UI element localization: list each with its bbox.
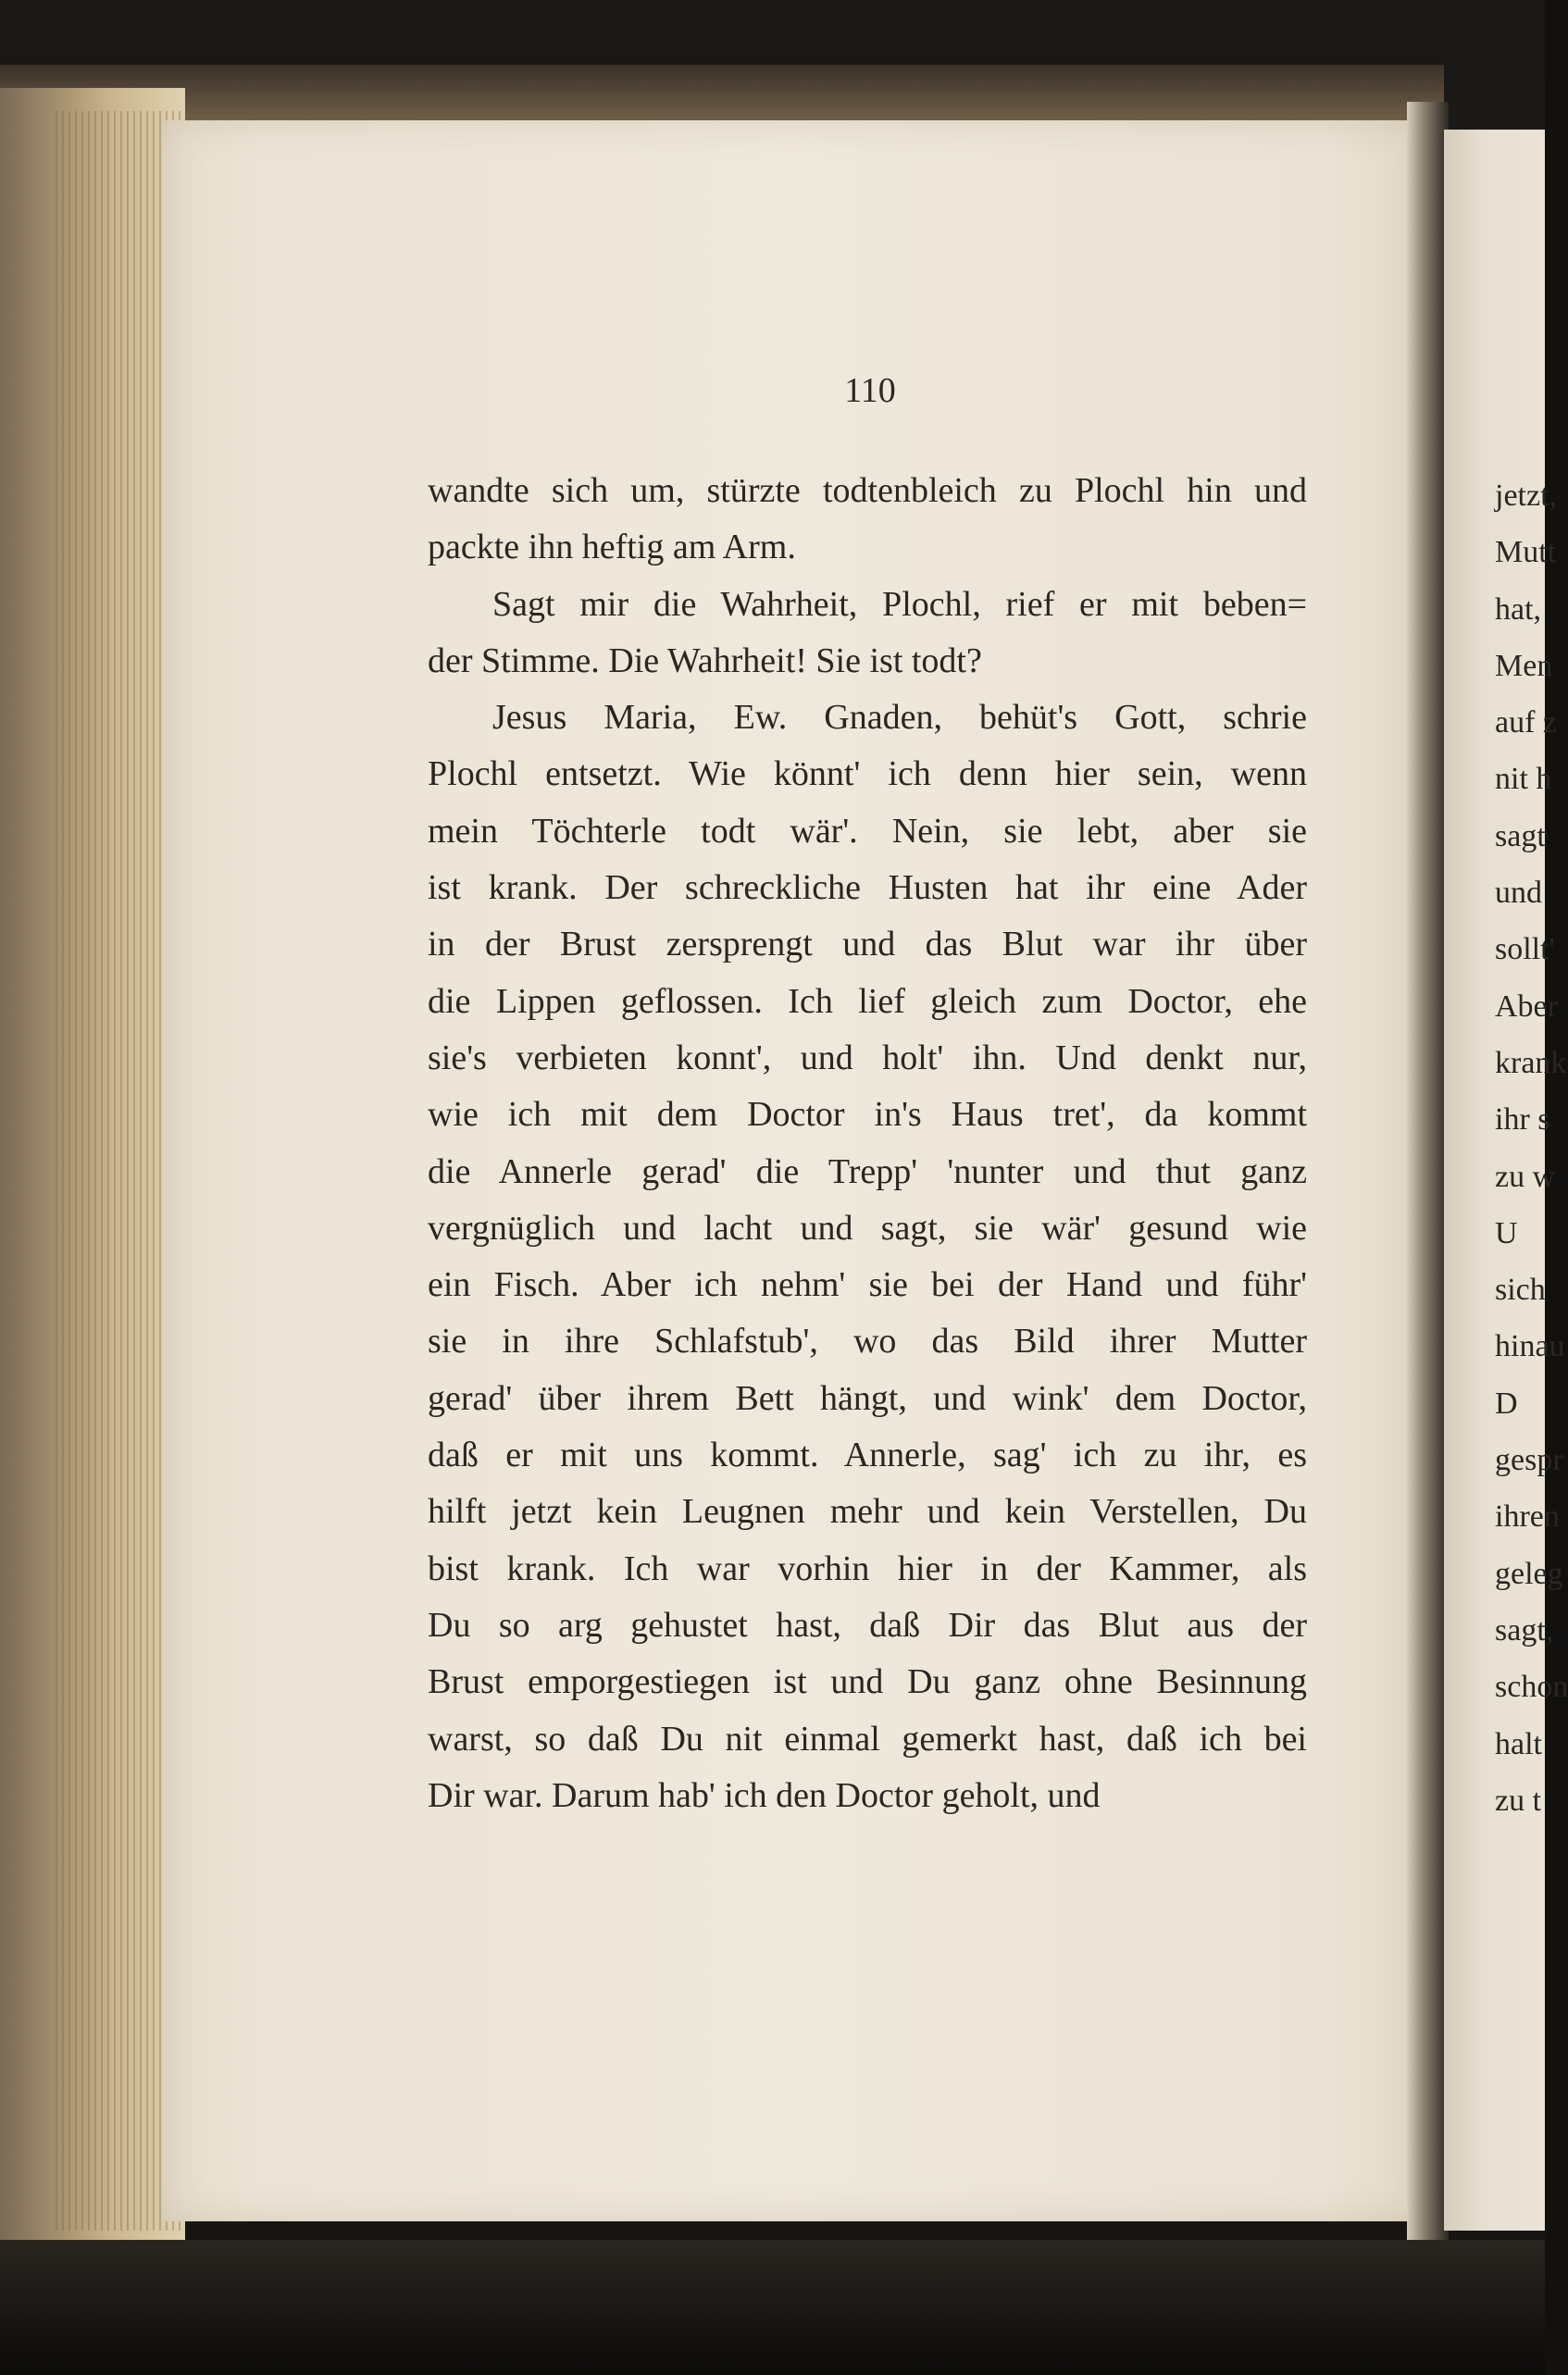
facing-text-line: zu t <box>1495 1783 1542 1818</box>
text-line: in der Brust zersprengt und das Blut war ihr über <box>428 925 1307 964</box>
book-gutter <box>1407 102 1449 2258</box>
text-line: Dir war. Darum hab' ich den Doctor geholt, und <box>428 1775 1101 1815</box>
page-number: 110 <box>844 371 896 410</box>
text-line: der Stimme. Die Wahrheit! Sie ist todt? <box>428 640 982 680</box>
facing-text-line: sich <box>1495 1273 1546 1308</box>
text-line: mein Töchterle todt wär'. Nein, sie lebt, aber sie <box>428 811 1307 851</box>
facing-text-line: krank <box>1495 1045 1567 1080</box>
text-line: hilft jetzt kein Leugnen mehr und kein Verstellen, Du <box>428 1492 1307 1532</box>
text-line: Jesus Maria, Ew. Gnaden, behüt's Gott, schrie <box>492 698 1307 738</box>
facing-text-line: und <box>1495 876 1542 911</box>
text-line: Brust emporgestiegen ist und Du ganz ohne Besinnung <box>428 1662 1307 1702</box>
facing-text-line: nit h <box>1495 762 1552 797</box>
text-line: ein Fisch. Aber ich nehm' sie bei der Hand und führ' <box>428 1265 1307 1305</box>
facing-text-line: schon <box>1495 1670 1568 1705</box>
text-line: sie in ihre Schlafstub', wo das Bild ihrer Mutter <box>428 1322 1307 1362</box>
text-line: packte ihn heftig am Arm. <box>428 528 796 567</box>
text-line: Sagt mir die Wahrheit, Plochl, rief er mit beben= <box>492 584 1307 624</box>
facing-text-line: sagt <box>1495 818 1546 853</box>
facing-text-line: halt <box>1495 1726 1542 1761</box>
facing-text-line: Mutt <box>1495 535 1557 570</box>
facing-text-line: Aber <box>1495 989 1558 1024</box>
text-line: sie's verbieten konnt', und holt' ihn. Und denkt nur, <box>428 1038 1307 1077</box>
text-line: ist krank. Der schreckliche Husten hat ihr eine Ader <box>428 868 1307 908</box>
text-line: wandte sich um, stürzte todtenbleich zu Plochl hin und <box>428 471 1307 510</box>
facing-text-line: ihr s <box>1495 1102 1550 1138</box>
text-line: warst, so daß Du nit einmal gemerkt hast, daß ich bei <box>428 1719 1307 1759</box>
facing-text-line: geleg <box>1495 1556 1563 1591</box>
text-line: bist krank. Ich war vorhin hier in der Kammer, als <box>428 1548 1307 1588</box>
page-body-text <box>428 463 1307 1824</box>
facing-text-line: zu w <box>1495 1159 1556 1194</box>
facing-page-text <box>1495 467 1568 1829</box>
text-line: die Lippen geflossen. Ich lief gleich zum Doctor, ehe <box>428 981 1307 1021</box>
facing-text-line: Men <box>1495 648 1553 683</box>
facing-text-line: hinau <box>1495 1329 1565 1364</box>
facing-text-line: D <box>1495 1386 1518 1421</box>
facing-text-line: ihren <box>1495 1499 1560 1535</box>
facing-text-line: jetzt, <box>1495 479 1558 513</box>
facing-text-line: gespr <box>1495 1443 1563 1478</box>
facing-text-line: hat, <box>1495 591 1542 627</box>
text-line: vergnüglich und lacht und sagt, sie wär' gesund wie <box>428 1208 1307 1248</box>
facing-text-line: sagt, <box>1495 1612 1554 1648</box>
text-line: die Annerle gerad' die Trepp' 'nunter und thut ganz <box>428 1151 1307 1191</box>
text-line: Plochl entsetzt. Wie könnt' ich denn hier sein, wenn <box>428 754 1307 794</box>
text-line: Du so arg gehustet hast, daß Dir das Blut aus der <box>428 1605 1307 1645</box>
facing-text-line: sollt' <box>1495 932 1555 967</box>
bottom-shadow <box>0 2240 1545 2375</box>
text-line: wie ich mit dem Doctor in's Haus tret', da kommt <box>428 1095 1307 1135</box>
facing-text-line: auf z <box>1495 705 1558 740</box>
facing-text-line: U <box>1495 1215 1518 1250</box>
text-line: gerad' über ihrem Bett hängt, und wink' dem Doctor, <box>428 1378 1307 1418</box>
text-line: daß er mit uns kommt. Annerle, sag' ich zu ihr, es <box>428 1436 1307 1475</box>
